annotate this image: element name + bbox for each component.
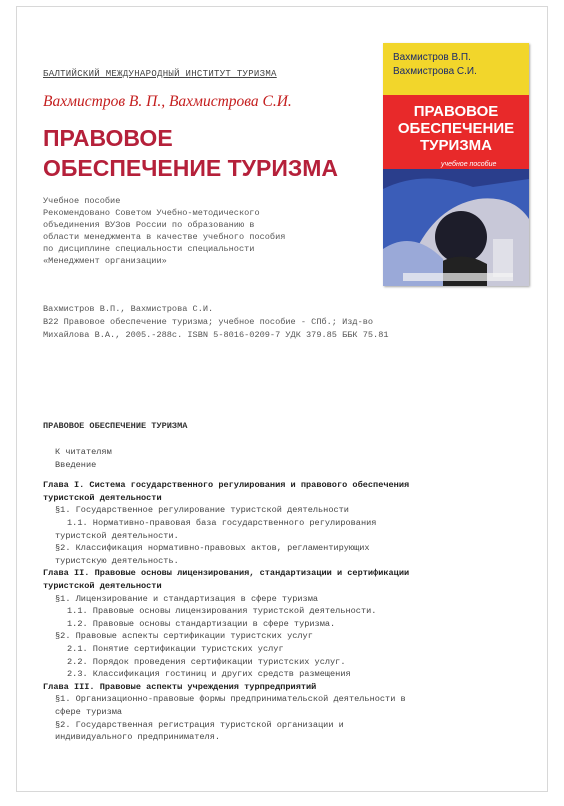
toc-line: туристской деятельности. <box>55 530 179 541</box>
toc-line: §1. Организационно-правовые формы предпринимательской деятельности в <box>55 694 406 705</box>
toc-chapter-line: туристской деятельности <box>43 581 162 591</box>
annotation-line: Учебное пособие <box>43 196 121 206</box>
annotation-line: объединения ВУЗов России по образованию в <box>43 220 255 230</box>
cover-author-line: Вахмистров В.П. <box>393 52 471 63</box>
annotation-line: «Менеджмент организации» <box>43 256 167 266</box>
bibliography-line: Михайлова В.А., 2005.-288с. ISBN 5-8016-0209-7 УДК 379.85 ББК 75.81 <box>43 330 389 340</box>
toc-chapter-line: туристской деятельности <box>43 492 162 503</box>
annotation-line: Рекомендовано Советом Учебно-методического <box>43 208 260 218</box>
book-title-line: ПРАВОВОЕ <box>43 125 173 151</box>
document-page <box>16 6 548 792</box>
toc-line: К читателям <box>55 447 112 457</box>
toc-chapter-line: Глава I. Система государственного регулирования и правового обеспечения <box>43 480 410 491</box>
cover-author-line: Вахмистрова С.И. <box>393 66 477 77</box>
bibliography <box>43 303 533 342</box>
toc-line: 2.1. Понятие сертификации туристских услуг <box>67 644 284 654</box>
cover-title-line: ТУРИЗМА <box>419 137 492 154</box>
toc-line: Введение <box>55 459 97 470</box>
cover-title <box>383 103 529 154</box>
cover-title-line: ОБЕСПЕЧЕНИЕ <box>397 120 515 137</box>
toc-line: §2. Классификация нормативно-правовых актов, регламентирующих <box>55 543 370 554</box>
bibliography-line: В22 Правовое обеспечение туризма; учебное пособие - СПб.; Изд-во <box>43 317 374 327</box>
toc-title: ПРАВОВОЕ ОБЕСПЕЧЕНИЕ ТУРИЗМА <box>43 421 188 431</box>
cover-artwork <box>383 169 529 286</box>
toc-line: 1.1. Правовые основы лицензирования туристской деятельности. <box>67 606 377 617</box>
toc-chapter-line: Глава III. Правовые аспекты учреждения турпредприятий <box>43 681 317 692</box>
cover-title-line: ПРАВОВОЕ <box>413 103 499 120</box>
bibliography-line: Вахмистров В.П., Вахмистрова С.И. <box>43 304 214 314</box>
annotation-line: по дисциплине специальности специальности <box>43 244 255 254</box>
toc-line: §2. Правовые аспекты сертификации туристских услуг <box>55 631 313 642</box>
institute-name: БАЛТИЙСКИЙ МЕЖДУНАРОДНЫЙ ИНСТИТУТ ТУРИЗМА <box>43 69 277 79</box>
toc-line: 2.2. Порядок проведения сертификации туристских услуг. <box>67 656 346 667</box>
toc-chapter-line: Глава II. Правовые основы лицензирования, стандартизации и сертификации <box>43 568 410 579</box>
authors: Вахмистров В. П., Вахмистрова С.И. <box>43 93 292 110</box>
toc-line: сфере туризма <box>55 707 123 717</box>
toc-line: §2. Государственная регистрация туристской организации и <box>55 719 344 730</box>
toc-line: 1.2. Правовые основы стандартизации в сфере туризма. <box>67 618 336 629</box>
toc-line: 2.3. Классификация гостиниц и других средств размещения <box>67 669 351 680</box>
annotation-line: области менеджмента в качестве учебного пособия <box>43 232 286 242</box>
toc-line: 1.1. Нормативно-правовая база государственного регулирования <box>67 518 377 528</box>
book-cover-image <box>383 43 529 286</box>
cover-authors <box>393 51 477 79</box>
annotation <box>43 195 369 267</box>
book-title <box>43 123 338 183</box>
book-title-line: ОБЕСПЕЧЕНИЕ ТУРИЗМА <box>43 155 339 181</box>
toc-line: §1. Лицензирование и стандартизация в сфере туризма <box>55 593 319 604</box>
cover-subtitle: учебное пособие <box>441 161 497 168</box>
toc-line: индивидуального предпринимателя. <box>55 732 221 743</box>
toc-line: туристскую деятельность. <box>55 555 179 566</box>
toc-line: §1. Государственное регулирование туристской деятельности <box>55 505 349 516</box>
